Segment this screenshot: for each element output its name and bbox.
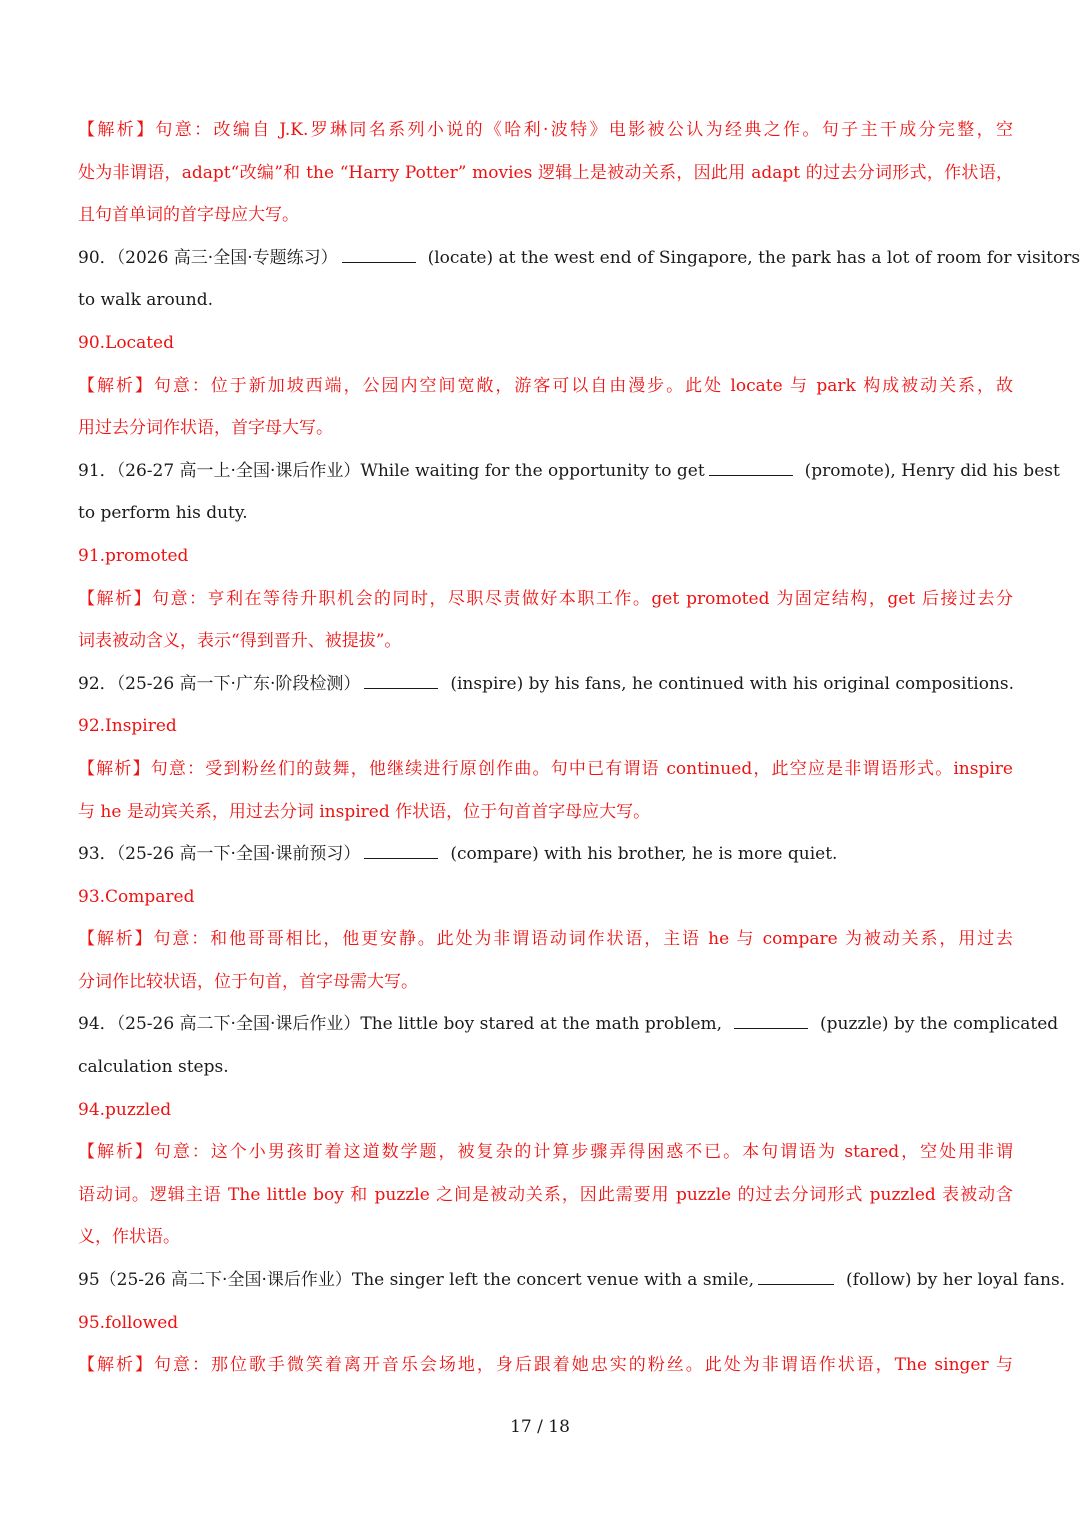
question-94-source: 94．（25-26 高二下·全国·课后作业）The little boy stared at the math problem, xyxy=(78,1014,723,1035)
question-90-source: 90．（2026 高三·全国·专题练习） xyxy=(78,247,338,268)
page-number: 17 / 18 xyxy=(510,1417,570,1437)
explanation-95: 【解析】句意：那位歌手微笑着离开音乐会场地，身后跟着她忠实的粉丝。此处为非谓语作状语，The singer 与 xyxy=(78,1355,1013,1376)
question-93-text: (compare) with his brother, he is more quiet. xyxy=(450,844,838,865)
question-95-text: (follow) by her loyal fans. xyxy=(846,1270,1066,1291)
question-92-source: 92．（25-26 高一下·广东·阶段检测） xyxy=(78,673,361,694)
explanation-line: 且句首单词的首字母应大写。 xyxy=(78,205,299,226)
answer-90: 90.Located xyxy=(78,332,174,353)
explanation-94-end: 义，作状语。 xyxy=(78,1227,180,1248)
answer-94: 94.puzzled xyxy=(78,1099,172,1120)
question-91-source: 91．（26-27 高一上·全国·课后作业）While waiting for the opportunity to get xyxy=(78,460,705,481)
question-93 xyxy=(78,833,1013,876)
explanation-91-cont: 词表被动含义，表示“得到晋升、被提拔”。 xyxy=(78,631,402,652)
explanation-92-cont: 与 he 是动宾关系，用过去分词 inspired 作状语，位于句首首字母应大写。 xyxy=(78,801,651,822)
explanation-93-cont: 分词作比较状语，位于句首，首字母需大写。 xyxy=(78,971,418,992)
explanation-92: 【解析】句意：受到粉丝们的鼓舞，他继续进行原创作曲。句中已有谓语 continued，此空应是非谓语形式。inspire xyxy=(78,758,1013,779)
answer-blank xyxy=(364,669,438,689)
question-93-source: 93．（25-26 高一下·全国·课前预习） xyxy=(78,844,361,865)
explanation-91: 【解析】句意：亨利在等待升职机会的同时，尽职尽责做好本职工作。get promoted 为固定结构，get 后接过去分 xyxy=(78,588,1013,609)
question-90 xyxy=(78,237,1080,280)
question-91 xyxy=(78,450,1060,493)
explanation-line: 【解析】句意：改编自 J.K.罗琳同名系列小说的《哈利·波特》电影被公认为经典之作。句子主干成分完整，空 xyxy=(78,120,1013,140)
explanation-94-cont: 语动词。逻辑主语 The little boy 和 puzzle 之间是被动关系，因此需要用 puzzle 的过去分词形式 puzzled 表被动含 xyxy=(78,1184,1013,1205)
question-92-text: (inspire) by his fans, he continued with his original compositions. xyxy=(450,673,1015,694)
answer-blank xyxy=(342,243,416,263)
question-90-text: (locate) at the west end of Singapore, the park has a lot of room for visitors xyxy=(427,247,1080,268)
answer-95: 95.followed xyxy=(78,1312,179,1333)
question-92 xyxy=(78,663,1013,706)
explanation-90-cont: 用过去分词作状语，首字母大写。 xyxy=(78,418,333,439)
question-95 xyxy=(78,1259,1066,1302)
question-94-cont: calculation steps. xyxy=(78,1057,229,1078)
explanation-94: 【解析】句意：这个小男孩盯着这道数学题，被复杂的计算步骤弄得困惑不已。本句谓语为 stared，空处用非谓 xyxy=(78,1142,1013,1163)
question-91-cont: to perform his duty. xyxy=(78,503,248,524)
answer-blank xyxy=(734,1009,808,1029)
answer-blank xyxy=(758,1265,834,1285)
answer-blank xyxy=(709,456,793,476)
explanation-90: 【解析】句意：位于新加坡西端，公园内空间宽敞，游客可以自由漫步。此处 locate 与 park 构成被动关系，故 xyxy=(78,375,1013,396)
question-94-text: (puzzle) by the complicated xyxy=(820,1014,1059,1035)
question-90-cont: to walk around. xyxy=(78,290,213,311)
answer-93: 93.Compared xyxy=(78,886,195,907)
question-95-source: 95（25-26 高二下·全国·课后作业）The singer left the concert venue with a smile, xyxy=(78,1270,755,1291)
explanation-line: 处为非谓语，adapt“改编”和 the “Harry Potter” movies 逻辑上是被动关系，因此用 adapt 的过去分词形式，作状语， xyxy=(78,162,1013,183)
answer-blank xyxy=(364,839,438,859)
question-91-text: (promote), Henry did his best xyxy=(804,460,1060,481)
question-94 xyxy=(78,1003,1059,1046)
answer-92: 92.Inspired xyxy=(78,716,177,737)
page-content xyxy=(78,109,1080,1387)
answer-91: 91.promoted xyxy=(78,545,189,566)
explanation-93: 【解析】句意：和他哥哥相比，他更安静。此处为非谓语动词作状语，主语 he 与 compare 为被动关系，用过去 xyxy=(78,929,1013,950)
